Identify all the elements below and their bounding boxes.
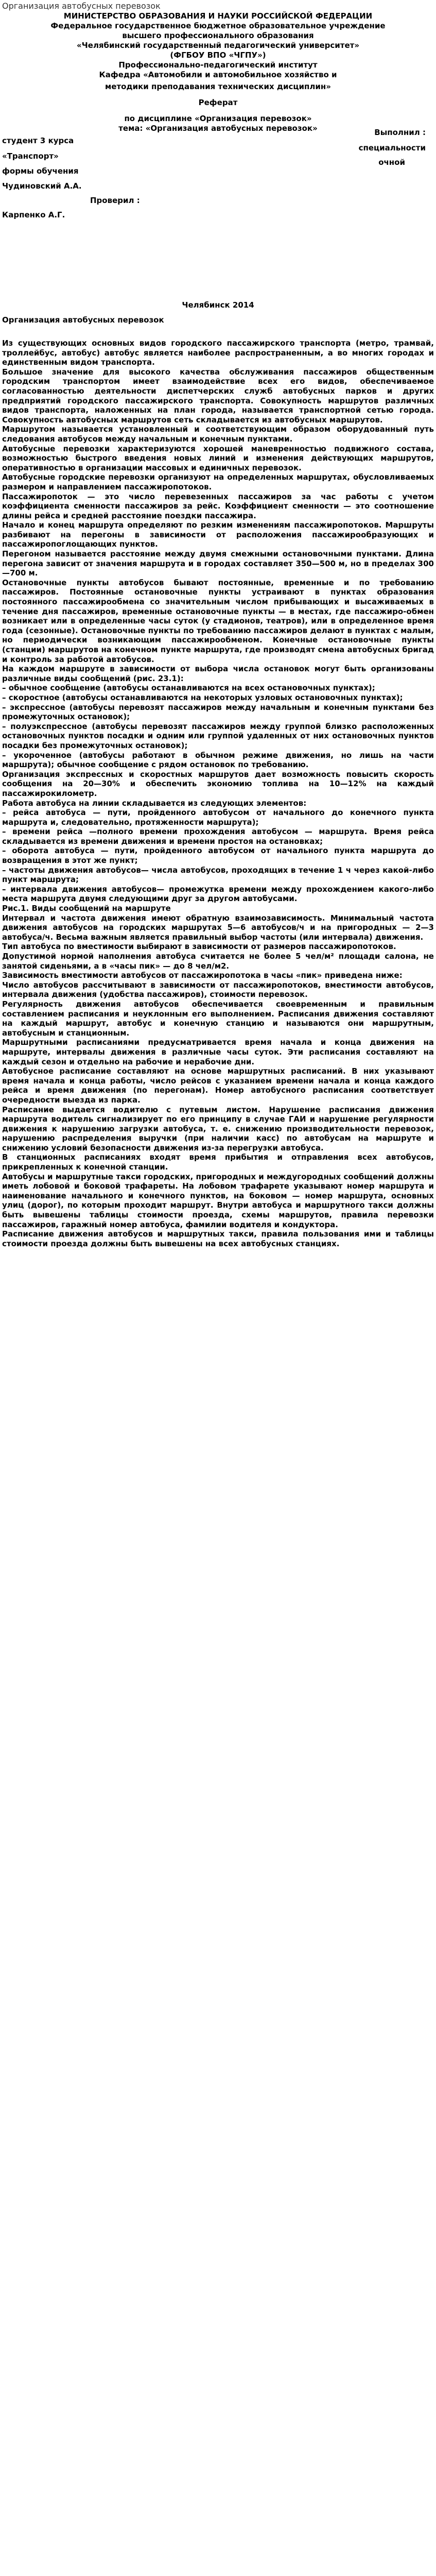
list-item: – обычное сообщение (автобусы останавливаются на всех остановочных пунктах); <box>2 683 375 693</box>
paragraph: Начало и конец маршрута определяют по резким изменениям пассажиропотоков. Маршруты разбивают на перегоны в зависимости от расположения пассажирообразующих и пассажиропоглощающих пунктов. <box>2 520 434 549</box>
checked-label: Проверил : <box>90 196 140 205</box>
list-item: – рейса автобуса — пути, пройденного автобусом от начального до конечного пункта маршрута и, следовательно, протяженности маршрута); <box>2 808 434 827</box>
paragraph: Автобусы и маршрутные такси городских, пригородных и междугородных сообщений должны иметь лобовой и боковой трафареты. На лобовом трафарете указывают номер маршрута и наименование начального и конечного пунктов, на боковом — номер маршрута, основных улиц (дорог), по которым проходит маршрут. Внутри автобуса и маршрутного такси должны быть вывешены таблицы стоимости проезда, схемы маршрутов, правила перевозки пассажиров, гаражный номер автобуса, фамилии водителя и кондуктора. <box>2 1172 434 1229</box>
report-discipline: по дисциплине «Организация перевозок» <box>124 114 312 123</box>
department-line-2: методики преподавания технических дисциплин» <box>105 82 331 91</box>
ministry-line: МИНИСТЕРСТВО ОБРАЗОВАНИЯ И НАУКИ РОССИЙСКОЙ ФЕДЕРАЦИИ <box>63 11 373 21</box>
university-line: «Челябинский государственный педагогический университет» <box>76 41 360 50</box>
budget-line: Федеральное государственное бюджетное образовательное учреждение <box>50 21 386 30</box>
paragraph: Регулярность движения автобусов обеспечивается своевременным и правильным составлением расписания и неуклонным его выполнением. Расписания движения составляют на каждый маршрут, автобус и конечную станцию и называются они маршрутным, автобусным и станционным. <box>2 999 434 1038</box>
paragraph: Расписание выдается водителю с путевым листом. Нарушение расписания движения маршрута водитель сигнализирует по его принципу в случае ГАИ и нарушение регулярности движения к нарушению загрузки автобуса, т. е. снижению производительности перевозок, нарушению распределения выручки (при наличии касс) по автобусам на маршруте и снижению условий безопасности движения из-за перегрузки автобуса. <box>2 1105 434 1153</box>
paragraph: Тип автобуса по вместимости выбирают в зависимости от размеров пассажиропотоков. <box>2 942 396 952</box>
study-form: формы обучения <box>2 166 79 176</box>
paragraph: Из существующих основных видов городского пассажирского транспорта (метро, трамвай, троллейбус, автобус) автобус является наиболее распространенным, а во многих городах и единственным видом транспорта. <box>2 338 434 367</box>
report-label: Реферат <box>198 98 238 107</box>
paragraph: Большое значение для высокого качества обслуживания пассажиров общественным городским транспортом имеет взаимодействие всех его видов, обеспечиваемое согласованностью деятельности диспетчерских служб автобусных парков и других предприятий городского пассажирского транспорта. Совокупность маршрутов различных видов транспорта, наложенных на план города, называется транспортной сетью города. Совокупность автобусных маршрутов сеть складывается из автобусных маршрутов. <box>2 367 434 425</box>
checker-name: Карпенко А.Г. <box>2 210 65 219</box>
report-topic: тема: «Организация автобусных перевозок» <box>118 124 318 133</box>
body-title: Организация автобусных перевозок <box>2 315 164 325</box>
paragraph: Автобусные городские перевозки организуют на определенных маршрутах, обусловливаемых размером и направлением пассажиропотоков. <box>2 472 434 492</box>
paragraph: Пассажиропоток — это число перевезенных пассажиров за час работы с учетом коэффициента сменности пассажиров за рейс. Коэффициент сменности — это соотношение длины рейса и средней расстояние поездки пассажира. <box>2 492 434 520</box>
specialty-name: «Транспорт» <box>2 151 59 161</box>
paragraph: На каждом маршруте в зависимости от выбора числа остановок могут быть организованы различные виды сообщений (рис. 23.1): <box>2 664 434 683</box>
list-item: – оборота автобуса — пути, пройденного автобусом от начального пункта маршрута до возвращения в этот же пункт; <box>2 846 434 866</box>
paragraph: Остановочные пункты автобусов бывают постоянные, временные и по требованию пассажиров. Постоянные остановочные пункты устраивают в пунктах образования постоянного пассажирообмена со значительным числом прибывающих и высаживаемых в течение дня пассажиров, временные остановочные пункты — в местах, где пассажиро-обмен возникает или в определенные часы суток (у стадионов, театров), или в определенное время года (сезонные). Остановочные пункты по требованию пассажиров делают в пунктах с малым, но периодически возникающим пассажирообменом. Конечные остановочные пункты (станции) маршрутов на конечном пункте маршрута, где производят смена автобусных бригад и контроль за работой автобусов. <box>2 578 434 664</box>
paragraph: Расписание движения автобусов и маршрутных такси, правила пользования ими и таблицы стоимости проезда должны быть вывешены на всех автобусных станциях. <box>2 1229 434 1248</box>
paragraph: Маршрутными расписаниями предусматривается время начала и конца движения на маршруте, интервалы движения в различные часы суток. Эти расписания составляют на каждый сезон и отдельно на рабочие и нерабочие дни. <box>2 1038 434 1066</box>
paragraph: Допустимой нормой наполнения автобуса считается не более 5 чел/м² площади салона, не занятой сиденьями, а в «часы пик» — до 8 чел/м2. <box>2 952 434 971</box>
list-item: – укороченное (автобусы работают в обычном режиме движения, но лишь на части маршрута); обычное сообщение с рядом остановок по требованию. <box>2 750 434 770</box>
student-course: студент 3 курса <box>2 136 74 145</box>
paragraph: Маршрутом называется установленный и соответствующим образом оборудованный путь следования автобусов между начальным и конечным пунктами. <box>2 425 434 444</box>
title-block <box>2 11 434 92</box>
list-item: – экспрессное (автобусы перевозят пассажиров между начальным и конечным пунктами без промежуточных остановок); <box>2 702 434 722</box>
list-item: – интервала движения автобусов— промежутка времени между прохождением какого-либо места маршрута двумя следующими друг за другом автобусами. <box>2 884 434 904</box>
figure-caption: Рис.1. Виды сообщений на маршруте <box>2 904 171 913</box>
paragraph: Работа автобуса на линии складывается из следующих элементов: <box>2 798 307 808</box>
university-abbr: (ФГБОУ ВПО «ЧГПУ») <box>170 50 266 60</box>
paragraph: Автобусное расписание составляют на основе маршрутных расписаний. В них указывают время начала и конца работы, число рейсов с указанием времени начала и конца каждого рейса и время движения (по перегонам). Номер автобусного расписания соответствует очередности выезда из парка. <box>2 1066 434 1105</box>
body-text <box>2 338 434 1248</box>
department-line: Кафедра «Автомобили и автомобильное хозяйство и <box>99 70 337 79</box>
list-item: – времени рейса —полного времени прохождения автобусом — маршрута. Время рейса складывается из времени движения и времени простоя на остановках; <box>2 827 434 846</box>
paragraph: Перегоном называется расстояние между двумя смежными остановочными пунктами. Длина перегона зависит от значения маршрута и в городах составляет 350—500 м, но в пределах 300—700 м. <box>2 549 434 578</box>
performer-label: Выполнил : <box>374 128 426 137</box>
document-header-title: Организация автобусных перевозок <box>2 1 161 11</box>
institute-line: Профессионально-педагогический институт <box>118 60 318 70</box>
city-year: Челябинск 2014 <box>182 300 254 310</box>
paragraph: Число автобусов рассчитывают в зависимости от пассажиропотоков, вместимости автобусов, интервала движения (удобства пассажиров), стоимости перевозок. <box>2 980 434 999</box>
paragraph: Автобусные перевозки характеризуются хорошей маневренностью подвижного состава, возможностью быстрого введения новых линий и изменения действующих маршрутов, оперативностью в организации массовых и единичных перевозок. <box>2 444 434 472</box>
list-item: – полуэкспрессное (автобусы перевозят пассажиров между группой близко расположенных остановочных пунктов посадки и одним или группой удаленных от них остановочных пунктов посадки без промежуточных остановок); <box>2 721 434 750</box>
paragraph: Организация экспрессных и скоростных маршрутов дает возможность повысить скорость сообщения на 20—30% и обеспечить экономию топлива на 10—12% на каждый пассажирокилометр. <box>2 769 434 798</box>
specialty-label: специальности <box>358 143 426 152</box>
student-name: Чудиновский А.А. <box>2 181 82 191</box>
study-form-label: очной <box>378 158 405 167</box>
report-block <box>2 98 434 133</box>
paragraph: В станционных расписаниях входят время прибытия и отправления всех автобусов, прикрепленных к конечной станции. <box>2 1153 434 1172</box>
paragraph: Интервал и частота движения имеют обратную взаимозависимость. Минимальный частота движения автобусов на городских маршрутах 5—6 автобусов/ч и на пригородных — 2—3 автобуса/ч. Весьма важным является правильный выбор частоты (или интервала) движения. <box>2 913 434 942</box>
higher-education-line: высшего профессионального образования <box>122 31 314 40</box>
list-item: – скоростное (автобусы останавливаются на некоторых узловых остановочных пунктах); <box>2 692 403 702</box>
list-item: – частоты движения автобусов— числа автобусов, проходящих в течение 1 ч через какой-либо пункт маршрута; <box>2 865 434 885</box>
paragraph: Зависимость вместимости автобусов от пассажиропотока в часы «пик» приведена ниже: <box>2 971 403 980</box>
